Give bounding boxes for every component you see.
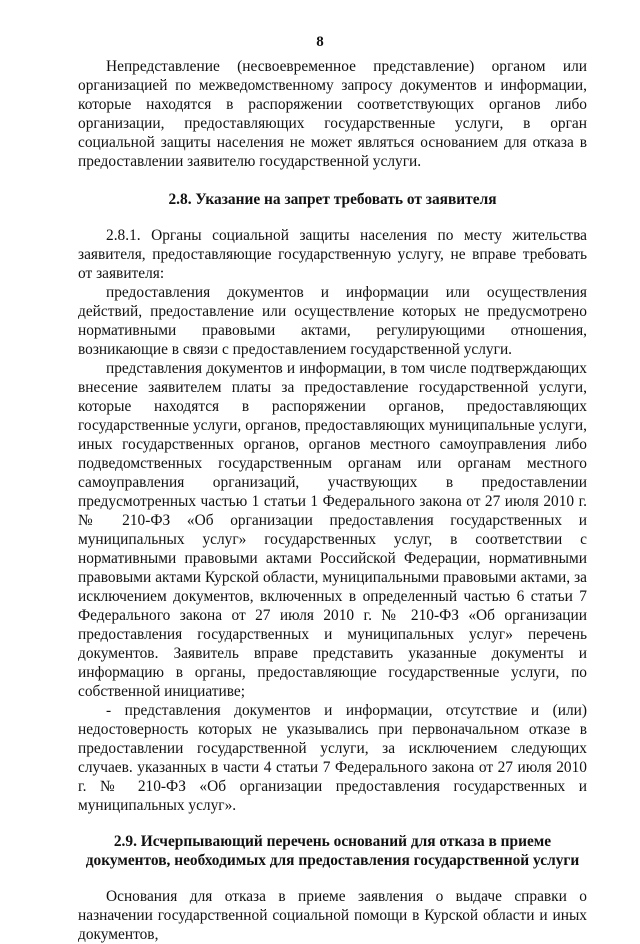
section-2-9-heading-line-1: 2.9. Исчерпывающий перечень оснований для отказа в приеме <box>113 833 552 850</box>
section-2-8-heading: 2.8. Указание на запрет требовать от заявителя <box>168 191 497 208</box>
section-2-8-item-1: предоставления документов и информации или осуществления действий, предоставление или осуществление которых не предусмотрено нормативными правовыми актами, регулирующими отношения, возникающие в связи с предоставлением государственной услуги. <box>78 284 587 358</box>
section-2-8-item-2: представления документов и информации, в том числе подтверждающих внесение заявителем платы за предоставление государственной услуги, которые находятся в распоряжении органов, предоставляющих государственные услуги, органов, предоставляющих муниципальные услуги, иных государственных органов, органов местного самоуправления либо подведомственных государственным органам или органам местного самоуправления организаций, участвующих в предоставлении предусмотренных частью 1 статьи 1 Федерального закона от 27 июля 2010 г. № 210-ФЗ «Об организации предоставления государственных и муниципальных услуг» государственных услуг, в соответствии с нормативными правовыми актами Российской Федерации, нормативными правовыми актами Курской области, муниципальными правовыми актами, за исключением документов, включенных в определенный частью 6 статьи 7 Федерального закона от 27 июля 2010 г. № 210-ФЗ «Об организации предоставления государственных и муниципальных услуг» перечень документов. Заявитель вправе представить указанные документы и информацию в органы, предоставляющие государственные услуги, по собственной инициативе; <box>78 360 587 700</box>
section-2-8-item-3: - представления документов и информации, отсутствие и (или) недостоверность которых не указывались при первоначальном отказе в предоставлении государственной услуги, за исключением следующих случаев. указанных в части 4 статьи 7 Федерального закона от 27 июля 2010 г. № 210-ФЗ «Об организации предоставления государственных и муниципальных услуг». <box>78 702 587 814</box>
paragraph-nonsubmission: Непредставление (несвоевременное представление) органом или организацией по межведомственному запросу документов и информации, которые находятся в распоряжении соответствующих органов либо организации, предоставляющих государственные услуги, в орган социальной защиты населения не может являться основанием для отказа в предоставлении заявителю государственной услуги. <box>78 58 587 170</box>
page-content <box>78 57 587 944</box>
section-2-9-heading-line-2: документов, необходимых для предоставления государственной услуги <box>85 852 580 869</box>
page-number: 8 <box>316 34 324 50</box>
section-2-9-text: Основания для отказа в приеме заявления о выдаче справки о назначении государственной социальной помощи в Курской области и иных документов, <box>78 888 587 943</box>
section-2-8-intro: 2.8.1. Органы социальной защиты населения по месту жительства заявителя, предоставляющие государственную услугу, не вправе требовать от заявителя: <box>78 227 587 282</box>
